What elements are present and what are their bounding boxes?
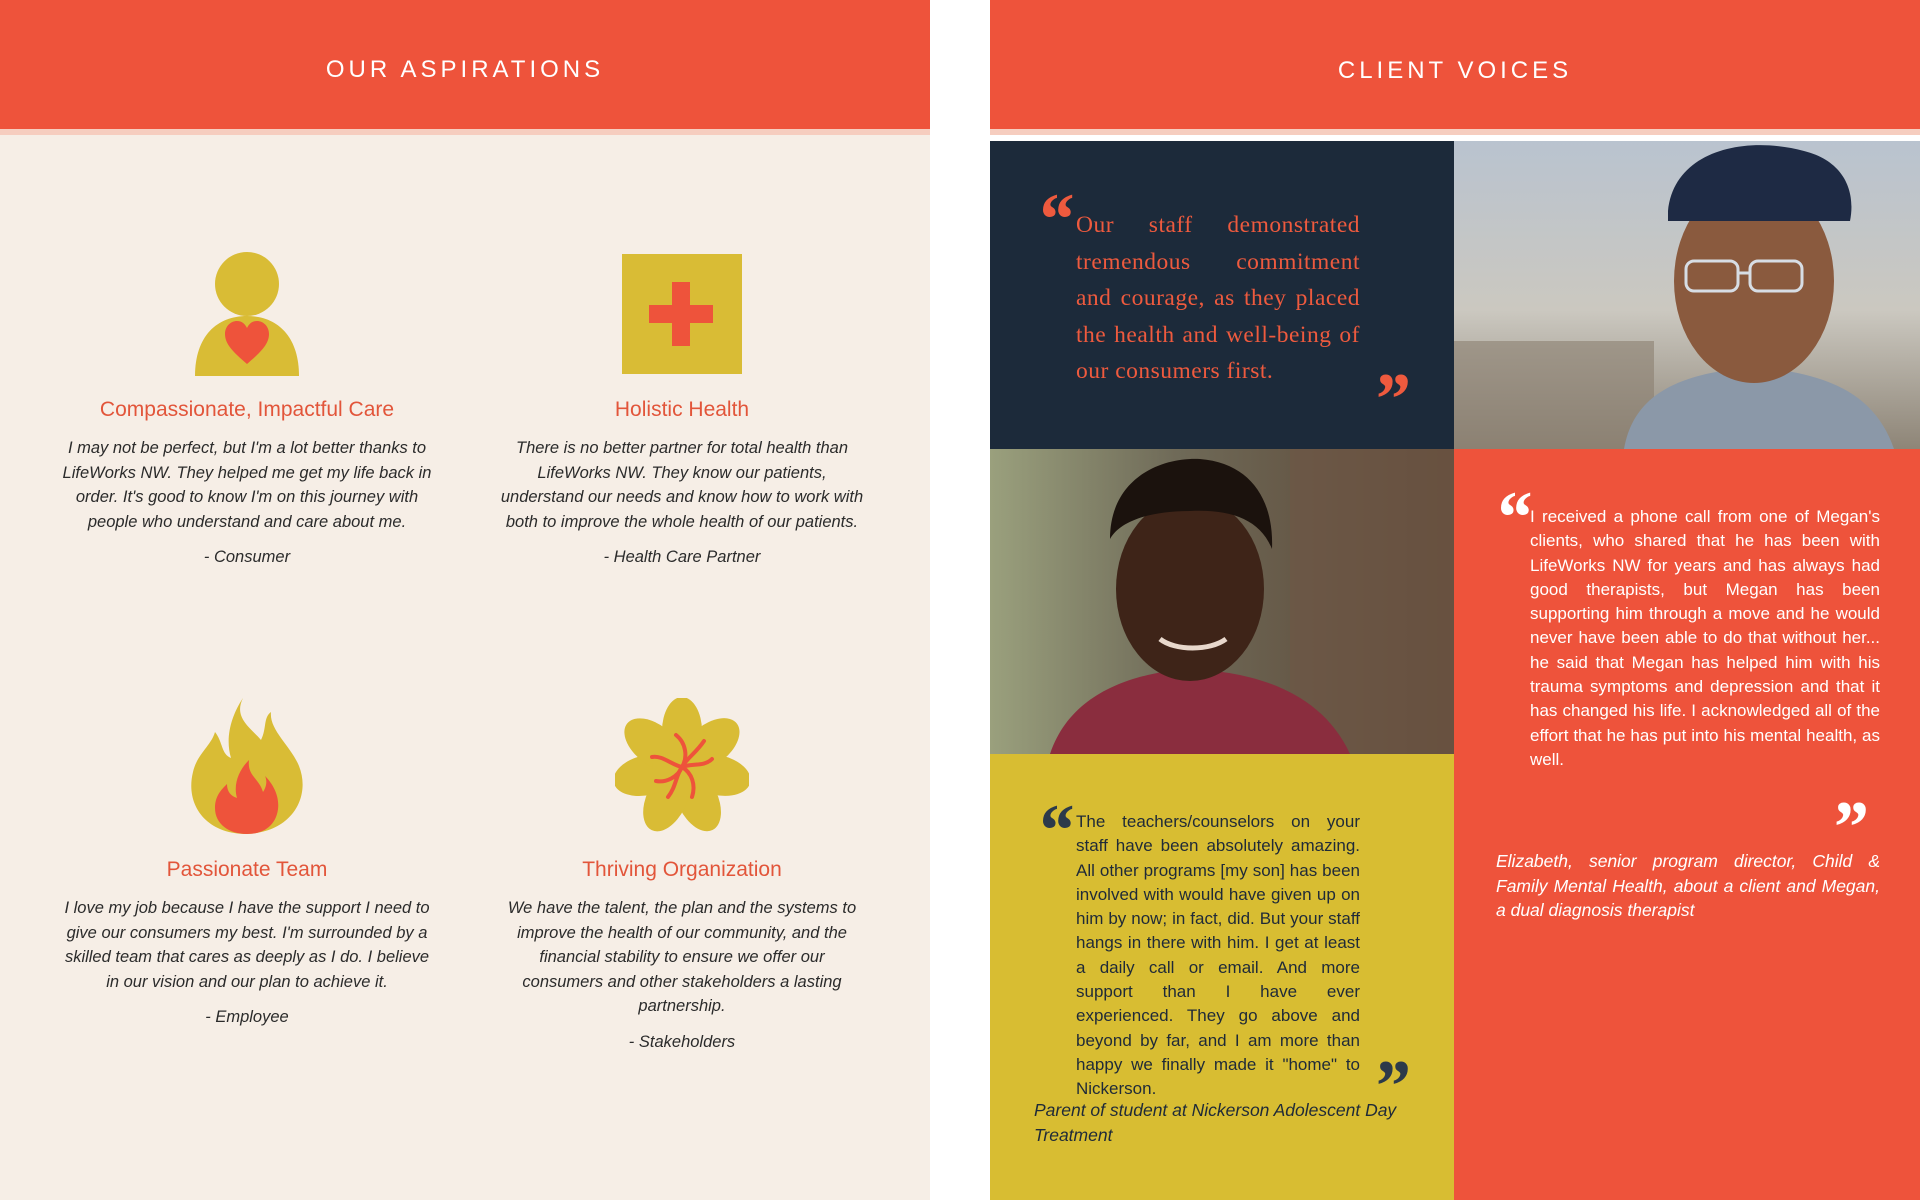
quote-tile-megan: [1454, 449, 1920, 1200]
portrait-photo-man: [1454, 141, 1920, 449]
open-quote-icon: “: [1036, 790, 1073, 872]
aspiration-quote: We have the talent, the plan and the systems to improve the health of our community, and the financial stability to ensure we offer our consumers and other stakeholders a lasting partnership.: [507, 899, 857, 1015]
quote-text: I received a phone call from one of Megan's clients, who shared that he has been with LifeWorks NW for years and has always had good therapists, but Megan has been supporting him through a move and he would never have been able to do that without her... he said that Megan has helped him with his trauma symptoms and depression and that it has changed his life. I acknowledged all of the effort that he has put into his mental health, as well.: [1530, 507, 1880, 769]
close-quote-icon: ”: [1830, 787, 1867, 869]
aspiration-attribution: - Consumer: [203, 548, 291, 566]
aspirations-header: [0, 0, 930, 135]
aspiration-title: Compassionate, Impactful Care: [99, 398, 395, 421]
portrait-photo-young-man: [990, 449, 1454, 754]
close-quote-icon: ”: [1372, 359, 1409, 441]
medical-cross-icon: [620, 252, 744, 376]
aspiration-attribution: - Health Care Partner: [603, 548, 761, 566]
aspiration-attribution: - Stakeholders: [628, 1032, 736, 1051]
aspiration-card-organization: [492, 698, 872, 1052]
open-quote-icon: “: [1494, 477, 1531, 559]
open-quote-icon: “: [1036, 179, 1073, 261]
quote-tile-staff: [990, 141, 1454, 449]
aspiration-quote: I may not be perfect, but I'm a lot better thanks to LifeWorks NW. They helped me get my life back in order. It's good to know I'm on this journey with people who understand and care about me.: [62, 439, 432, 531]
quote-text: Our staff demonstrated tremendous commitment and courage, as they placed the health and well-being of our consumers first.: [1076, 212, 1360, 384]
page-title: OUR ASPIRATIONS: [325, 56, 605, 83]
aspiration-card-team: [57, 696, 437, 1027]
aspiration-title: Passionate Team: [166, 858, 328, 881]
quote-attribution: Parent of student at Nickerson Adolescent Day Treatment: [1034, 1100, 1397, 1145]
quote-text: The teachers/counselors on your staff have been absolutely amazing. All other programs [my son] has been involved with would have given up on him by now; in fact, did. But your staff hangs in there with him. I get at least a daily call or email. And more support than I have ever experienced. They go above and beyond by far, and I am more than happy we finally made it "home" to Nickerson.: [1076, 812, 1360, 1099]
aspiration-title: Thriving Organization: [582, 858, 782, 881]
aspiration-quote: There is no better partner for total health than LifeWorks NW. They know our patients, understand our needs and know how to work with both to improve the whole health of our patients.: [500, 439, 864, 531]
person-heart-icon: [191, 252, 303, 376]
quote-attribution: Elizabeth, senior program director, Child & Family Mental Health, about a client and Megan, a dual diagnosis therapist: [1496, 851, 1880, 920]
flower-icon: [615, 698, 749, 836]
aspiration-title: Holistic Health: [614, 398, 750, 421]
client-voices-header: [990, 0, 1920, 135]
close-quote-icon: ”: [1372, 1046, 1409, 1128]
flame-icon: [185, 696, 309, 836]
aspiration-quote: I love my job because I have the support I need to give our consumers my best. I'm surrounded by a skilled team that cares as deeply as I do. I believe in our vision and our plan to achieve it.: [64, 899, 430, 991]
quote-tile-teachers: [990, 754, 1454, 1200]
portrait-image: [1454, 141, 1920, 449]
aspiration-attribution: - Employee: [205, 1008, 289, 1026]
aspiration-card-care: [57, 252, 437, 567]
portrait-image: [990, 449, 1454, 754]
client-voices-page: [990, 0, 1920, 1200]
aspirations-page: [0, 0, 930, 1200]
page-title: CLIENT VOICES: [1337, 57, 1573, 84]
aspiration-card-health: [492, 252, 872, 567]
